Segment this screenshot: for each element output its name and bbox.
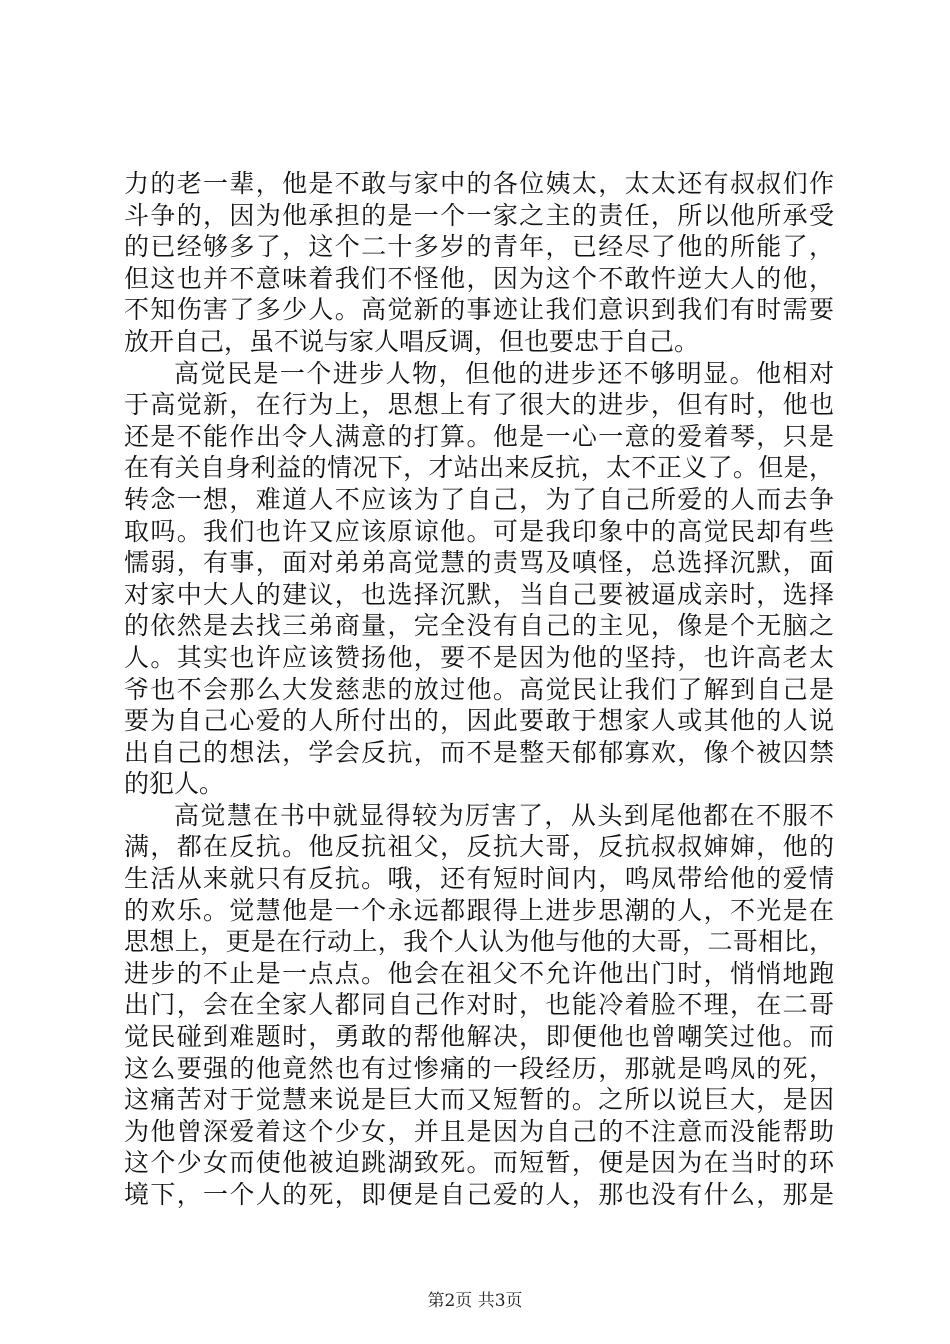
text-line: 人。其实也许应该赞扬他，要不是因为他的坚持，也许高老太 (124, 642, 834, 672)
text-line: 这个少女而使他被迫跳湖致死。而短暂，便是因为在当时的环 (124, 1148, 834, 1178)
text-line: 不知伤害了多少人。高觉新的事迹让我们意识到我们有时需要 (124, 295, 834, 325)
text-line: 懦弱，有事，面对弟弟高觉慧的责骂及嗔怪，总选择沉默，面 (124, 548, 834, 578)
text-line: 满，都在反抗。他反抗祖父，反抗大哥，反抗叔叔婶婶，他的 (124, 832, 834, 862)
text-line: 力的老一辈，他是不敢与家中的各位姨太，太太还有叔叔们作 (124, 169, 834, 198)
text-line: 生活从来就只有反抗。哦，还有短时间内，鸣凤带给他的爱情 (124, 864, 834, 894)
text-line: 觉民碰到难题时，勇敢的帮他解决，即便他也曾嘲笑过他。而 (124, 1022, 834, 1052)
text-line: 于高觉新，在行为上，思想上有了很大的进步，但有时，他也 (124, 390, 834, 420)
text-line: 这痛苦对于觉慧来说是巨大而又短暂的。之所以说巨大，是因 (124, 1085, 834, 1115)
text-line: 进步的不止是一点点。他会在祖父不允许他出门时，悄悄地跑 (124, 958, 834, 988)
text-line: 斗争的，因为他承担的是一个一家之主的责任，所以他所承受 (124, 200, 834, 230)
text-line: 在有关自身利益的情况下，才站出来反抗，太不正义了。但是， (124, 453, 834, 483)
text-line: 取吗。我们也许又应该原谅他。可是我印象中的高觉民却有些 (124, 516, 834, 546)
text-line: 出门，会在全家人都同自己作对时，也能冷着脸不理，在二哥 (124, 990, 834, 1020)
page-number-footer: 第2页 共3页 (427, 1291, 523, 1311)
text-line: 但这也并不意味着我们不怪他，因为这个不敢忤逆大人的他， (124, 263, 834, 293)
text-line: 为他曾深爱着这个少女，并且是因为自己的不注意而没能帮助 (124, 1116, 834, 1146)
text-line: 境下，一个人的死，即便是自己爱的人，那也没有什么，那是 (124, 1180, 834, 1209)
text-line: 转念一想，难道人不应该为了自己，为了自己所爱的人而去争 (124, 484, 834, 514)
text-line: 思想上，更是在行动上，我个人认为他与他的大哥，二哥相比， (124, 927, 834, 957)
text-line: 出自己的想法，学会反抗，而不是整天郁郁寡欢，像个被囚禁 (124, 737, 834, 767)
text-line: 的依然是去找三弟商量，完全没有自己的主见，像是个无脑之 (124, 611, 834, 641)
text-line: 这么要强的他竟然也有过惨痛的一段经历，那就是鸣凤的死， (124, 1053, 834, 1083)
text-line: 高觉慧在书中就显得较为厉害了，从头到尾他都在不服不 (174, 800, 834, 830)
text-line: 对家中大人的建议，也选择沉默，当自己要被逼成亲时，选择 (124, 579, 834, 609)
text-line: 的欢乐。觉慧他是一个永远都跟得上进步思潮的人，不光是在 (124, 895, 834, 925)
text-line: 要为自己心爱的人所付出的，因此要敢于想家人或其他的人说 (124, 706, 834, 736)
text-line: 还是不能作出令人满意的打算。他是一心一意的爱着琴，只是 (124, 421, 834, 451)
text-line: 爷也不会那么大发慈悲的放过他。高觉民让我们了解到自己是 (124, 674, 834, 704)
text-line: 的犯人。 (124, 769, 225, 799)
text-line: 放开自己，虽不说与家人唱反调，但也要忠于自己。 (124, 326, 700, 356)
document-body (124, 168, 834, 1211)
text-line: 高觉民是一个进步人物，但他的进步还不够明显。他相对 (174, 358, 834, 388)
text-line: 的已经够多了，这个二十多岁的青年，已经尽了他的所能了， (124, 232, 834, 262)
